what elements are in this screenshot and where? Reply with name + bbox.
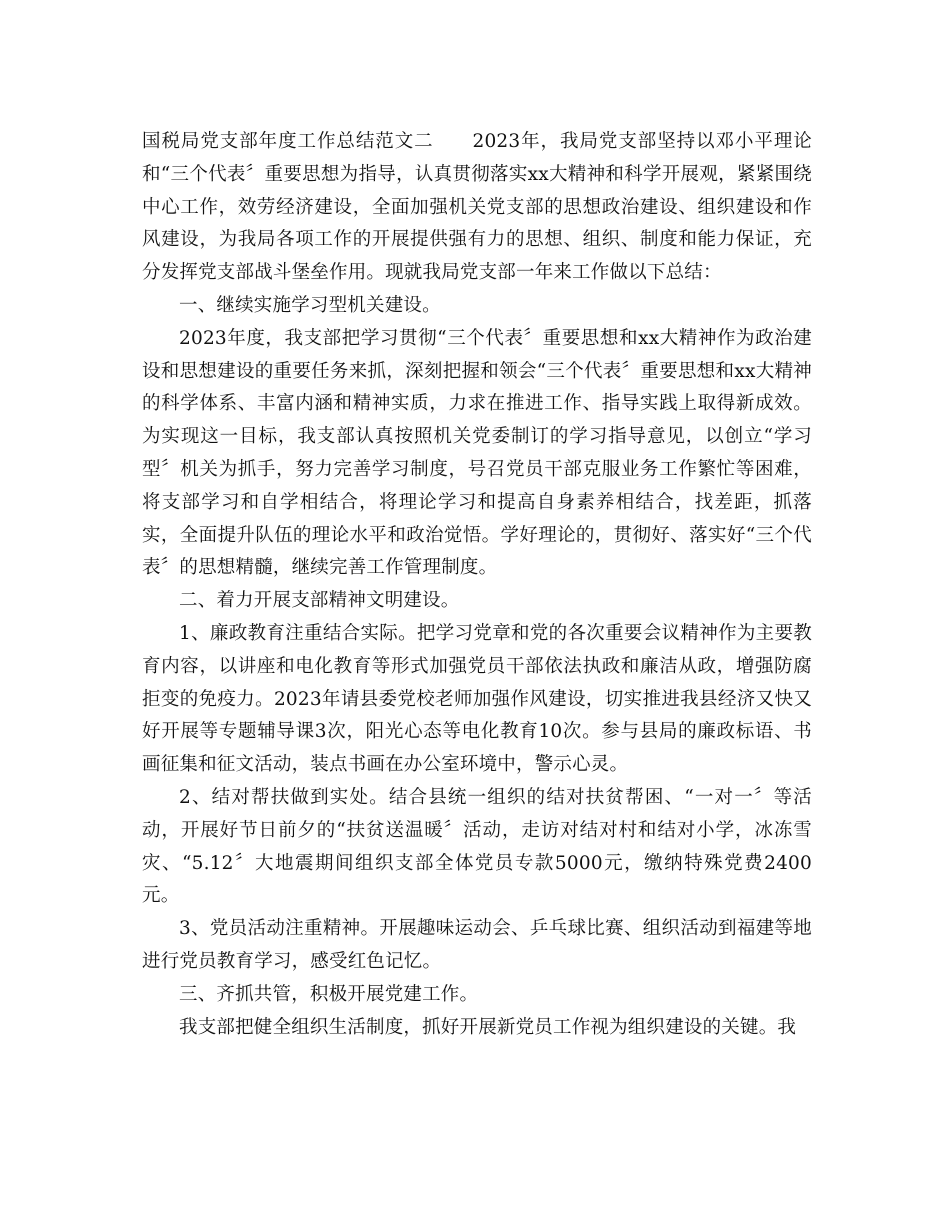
section-heading-1: 一、继续实施学习型机关建设。 (179, 294, 441, 316)
paragraph-integrity: 1、廉政教育注重结合实际。把学习党章和党的各次重要会议精神作为主要教育内容，以讲座和电化教育等形式加强党员干部依法执政和廉洁从政，增强防腐拒变的免疫力。2023年请县委党校老师加强作风建设，切实推进我县经济又快又好开展等专题辅导课3次，阳光心态等电化教育10次。参与县局的廉政标语、书画征集和征文活动，装点书画在办公室环境中，警示心灵。 (142, 622, 812, 776)
paragraph-study: 2023年度，我支部把学习贯彻“三个代表〞重要思想和xx大精神作为政治建设和思想建设的重要任务来抓，深刻把握和领会“三个代表〞重要思想和xx大精神的科学体系、丰富内涵和精神实质，力求在推进工作、指导实践上取得新成效。为实现这一目标，我支部认真按照机关党委制订的学习指导意见，以创立“学习型〞机关为抓手，努力完善学习制度，号召党员干部克服业务工作繁忙等困难，将支部学习和自学相结合，将理论学习和提高自身素养相结合，找差距，抓落实，全面提升队伍的理论水平和政治觉悟。学好理论的，贯彻好、落实好“三个代表〞的思想精髓，继续完善工作管理制度。 (142, 327, 812, 579)
paragraph-party-building: 我支部把健全组织生活制度，抓好开展新党员工作视为组织建设的关键。我 (179, 1016, 797, 1038)
document-body (142, 126, 812, 1044)
section-heading-3: 三、齐抓共管，积极开展党建工作。 (179, 983, 479, 1005)
paragraph-activities: 3、党员活动注重精神。开展趣味运动会、乒乓球比赛、组织活动到福建等地进行党员教育学习，感受红色记忆。 (142, 918, 812, 972)
section-heading-2: 二、着力开展支部精神文明建设。 (179, 590, 460, 612)
paragraph-intro: 国税局党支部年度工作总结范文二 2023年，我局党支部坚持以邓小平理论和“三个代表〞重要思想为指导，认真贯彻落实xx大精神和科学开展观，紧紧围绕中心工作，效劳经济建设，全面加强机关党支部的思想政治建设、组织建设和作风建设，为我局各项工作的开展提供强有力的思想、组织、制度和能力保证，充分发挥党支部战斗堡垒作用。现就我局党支部一年来工作做以下总结： (142, 131, 812, 284)
paragraph-assistance: 2、结对帮扶做到实处。结合县统一组织的结对扶贫帮困、“一对一〞等活动，开展好节日前夕的“扶贫送温暖〞活动，走访对结对村和结对小学，冰冻雪灾、“5.12〞大地震期间组织支部全体党员专款5000元，缴纳特殊党费2400元。 (142, 786, 812, 907)
